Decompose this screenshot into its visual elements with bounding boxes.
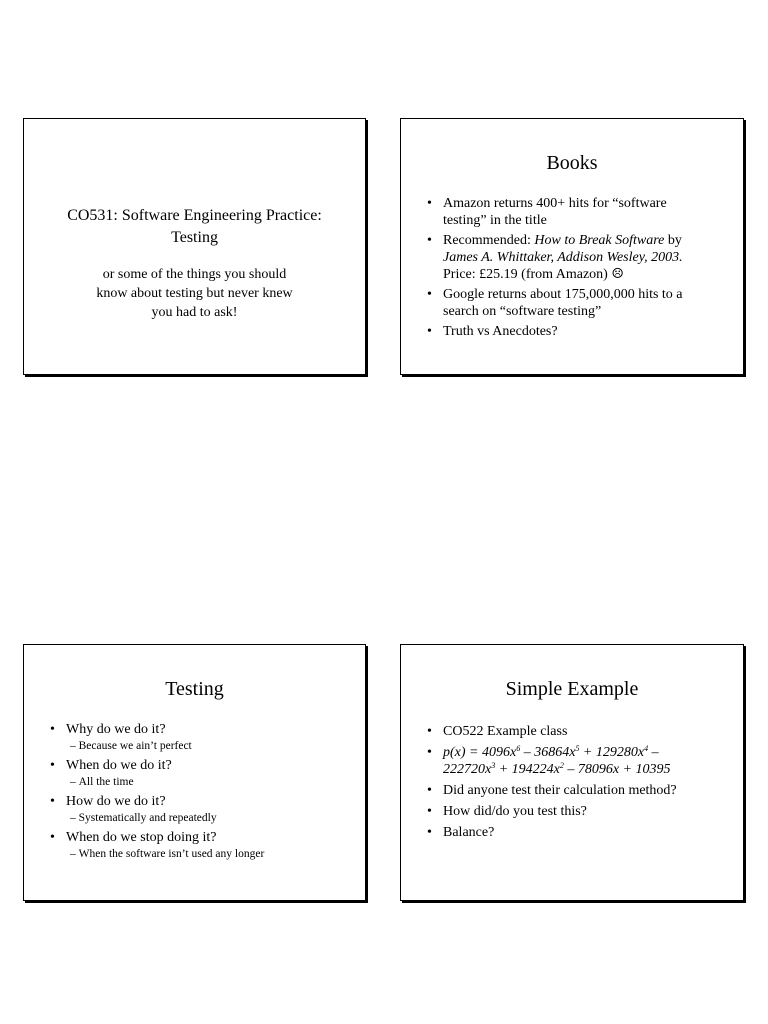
- poly-exponent: 5: [575, 744, 580, 753]
- bullet-question: • How do we do it?: [66, 794, 166, 809]
- bullet-item: [427, 195, 723, 229]
- poly-term: –: [648, 745, 659, 760]
- polynomial-line-2: [443, 761, 723, 778]
- bullet-list: [50, 721, 345, 865]
- bullet-list: [427, 195, 723, 343]
- bullet-text: • How did/do you test this?: [443, 804, 587, 819]
- bullet-answer: – Systematically and repeatedly: [66, 811, 345, 825]
- title-line-1: CO531: Software Engineering Practice:: [67, 207, 322, 224]
- slide-heading: Books: [546, 152, 598, 174]
- bullet-text: search on “software testing”: [443, 304, 602, 319]
- bullet-item: [427, 803, 723, 820]
- slide-heading: Testing: [165, 678, 224, 700]
- bullet-question: • Why do we do it?: [66, 722, 166, 737]
- slide-title-heading: [34, 205, 355, 249]
- bullet-item: [50, 721, 345, 753]
- bullet-by: by: [664, 233, 682, 248]
- poly-exponent: 2: [559, 761, 564, 770]
- slide-testing: [23, 644, 366, 901]
- poly-term: + 129280x: [579, 745, 645, 760]
- poly-term: p(x) = 4096x: [443, 745, 517, 760]
- poly-term: 222720x: [443, 762, 492, 777]
- bullet-answer: – When the software isn’t used any longer: [66, 847, 345, 861]
- bullet-item: [427, 723, 723, 740]
- slide-title: [23, 118, 366, 375]
- bullet-text: • CO522 Example class: [443, 724, 568, 739]
- poly-term: – 36864x: [520, 745, 576, 760]
- slide-heading: Simple Example: [505, 678, 639, 700]
- subtitle-line-1: or some of the things you should: [102, 267, 287, 282]
- bullet-text: testing” in the title: [443, 213, 547, 228]
- bullet-item-polynomial: [427, 744, 723, 778]
- slide-books: [400, 118, 744, 375]
- bullet-item: [427, 824, 723, 841]
- bullet-item: [50, 793, 345, 825]
- bullet-text: • Google returns about 175,000,000 hits to a: [443, 287, 683, 302]
- bullet-answer: – Because we ain’t perfect: [66, 739, 345, 753]
- poly-term: + 194224x: [495, 762, 560, 777]
- bullet-item: [427, 286, 723, 320]
- poly-exponent: 6: [516, 744, 521, 753]
- bullet-item: [427, 232, 723, 283]
- poly-exponent: 3: [491, 761, 496, 770]
- bullet-item: [427, 323, 723, 340]
- book-author: James A. Whittaker, Addison Wesley, 2003.: [443, 250, 683, 265]
- subtitle-line-3: you had to ask!: [151, 305, 238, 320]
- bullet-question: • When do we do it?: [66, 758, 172, 773]
- bullet-text: • Truth vs Anecdotes?: [443, 324, 558, 339]
- bullet-question: • When do we stop doing it?: [66, 830, 217, 845]
- poly-exponent: 4: [644, 744, 649, 753]
- bullet-prefix: Recommended:: [443, 233, 535, 248]
- book-price: Price: £25.19 (from Amazon) ☹: [443, 267, 624, 282]
- bullet-text: • Balance?: [443, 825, 495, 840]
- bullet-item: [50, 757, 345, 789]
- bullet-answer: – All the time: [66, 775, 345, 789]
- book-title: How to Break Software: [534, 233, 665, 248]
- subtitle-line-2: know about testing but never knew: [96, 286, 293, 301]
- bullet-text: • Amazon returns 400+ hits for “software: [443, 196, 667, 211]
- title-line-2: Testing: [171, 229, 218, 246]
- bullet-text: [443, 232, 723, 249]
- slide-simple-example: [400, 644, 744, 901]
- polynomial-line-1: [443, 744, 723, 761]
- slide-title-subtitle: [34, 265, 355, 322]
- bullet-item: [50, 829, 345, 861]
- bullet-list: [427, 723, 723, 845]
- bullet-text: • Did anyone test their calculation method?: [443, 783, 677, 798]
- poly-term: – 78096x + 10395: [563, 762, 671, 777]
- bullet-item: [427, 782, 723, 799]
